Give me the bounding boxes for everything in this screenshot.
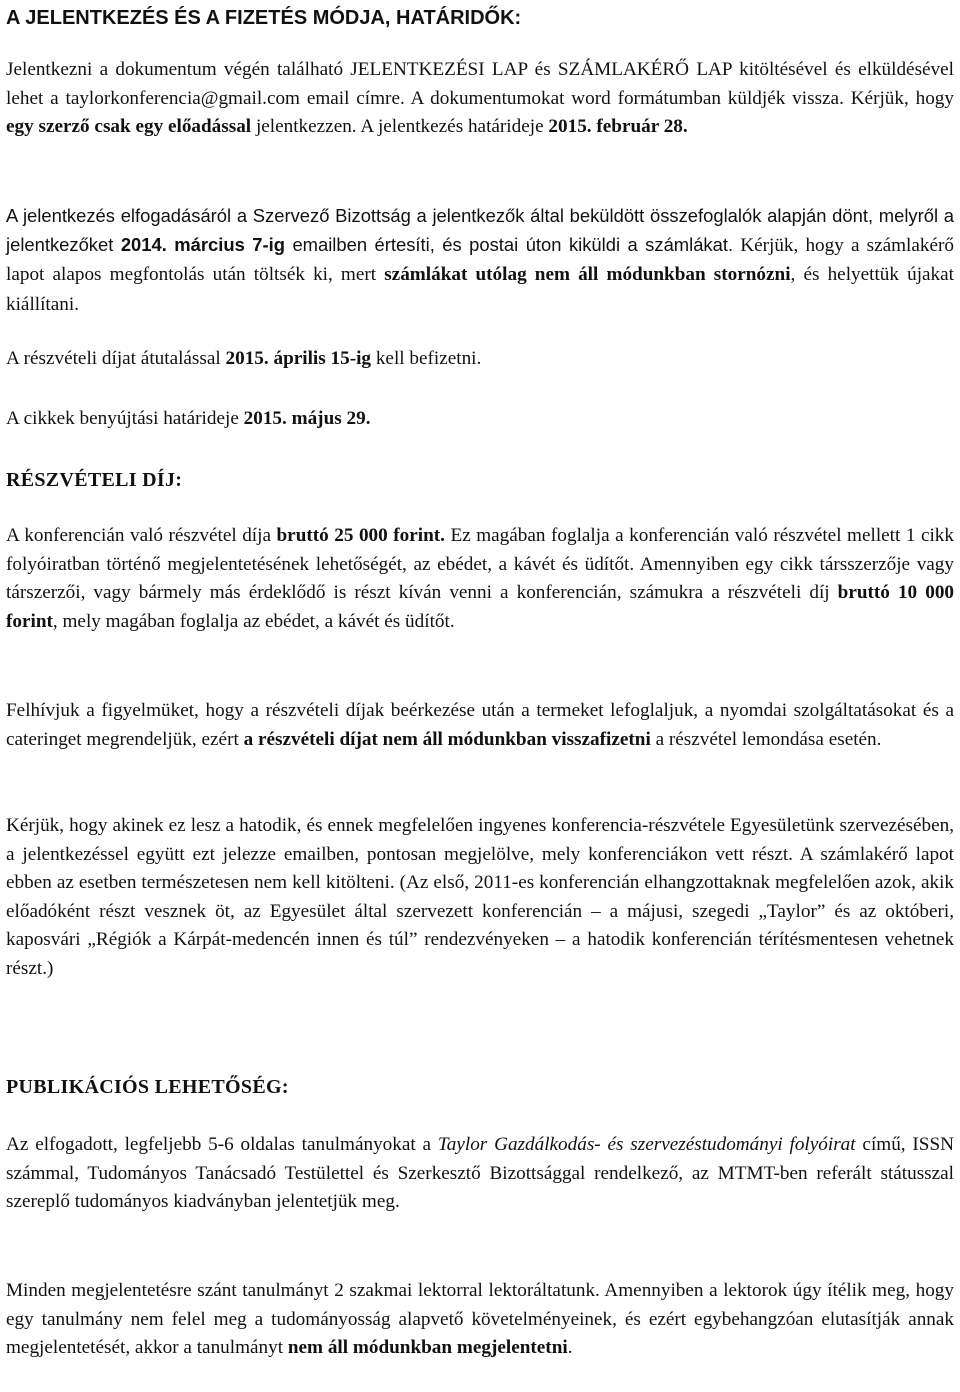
- bold-run: a részvételi díjat nem áll módunkban visszafizetni: [243, 728, 651, 750]
- bold-run: bruttó 25 000 forint.: [276, 525, 445, 546]
- text-run: , mely magában foglalja az ebédet, a kávét és üdítőt.: [52, 610, 455, 632]
- text-run: jelentkezzen. A jelentkezés határideje: [251, 116, 549, 138]
- text-run: A konferencián való részvétel díja: [6, 525, 277, 546]
- text-run: A jelentkezés elfogadásáról a Szervező Bizottság a jelentkezők által beküldött összefoglalók alapján dönt, melyről a jelentkezőket: [6, 205, 954, 255]
- text-run: .: [567, 1337, 573, 1359]
- text-run: Kérjük, hogy akinek ez lesz a hatodik, és ennek megfelelően ingyenes konferencia-részvétele Egyesületünk szervezésében, a jelentkezéssel együtt ezt jelezze emailben, pontosan megjelölve, mely konferenciákon vett részt. A számlakérő lapot ebben az esetben természetesen nem kell kitölteni. (Az első, 2011-es konferencián elhangzottaknak megfelelően azok, akik előadóként részt vesznek öt, az Egyesület által szervezett konferencián – a májusi, szegedi „Taylor” és az októberi, kaposvári „Régiók a Kárpát-medencén innen és túl” rendezvényeken – a hatodik konferencián térítésmentesen vehetnek részt.): [6, 815, 954, 979]
- bold-run: nem áll módunkban megjelentetni: [287, 1337, 568, 1359]
- fee-paragraph-2: [6, 697, 954, 754]
- registration-paragraph-4: [6, 405, 954, 434]
- fee-paragraph-3: [6, 812, 954, 984]
- text-run: a részvétel lemondása esetén.: [650, 728, 882, 750]
- text-run: Kérjük, hogy a számlakérő lapot alapos megfontolás után töltsék ki, mert: [6, 234, 954, 286]
- text-run: Ez magában foglalja a konferencián való részvétel mellett 1 cikk folyóiratban történő megjelentetésének lehetőségét, az ebédet, a kávét és üdítőt. Amennyiben egy cikk társszerzője vagy társzerzői, vagy bármely más érdeklődő is részt kíván venni a konferencián, számukra a részvételi díj: [6, 525, 954, 604]
- publication-paragraph-2: [6, 1277, 954, 1363]
- heading-publication: PUBLIKÁCIÓS LEHETŐSÉG:: [6, 1076, 289, 1098]
- registration-paragraph-1: [6, 56, 954, 142]
- text-run: Jelentkezni a dokumentum végén található JELENTKEZÉSI LAP és SZÁMLAKÉRŐ LAP kitöltésével és elküldésével lehet a taylorkonferencia@gmail.com email címre. A dokumentumokat word formátumban küldjék vissza. Kérjük, hogy: [6, 59, 954, 109]
- bold-run: bruttó 10 000 forint: [6, 582, 955, 632]
- bold-run: egy szerző csak egy előadással: [6, 116, 252, 138]
- text-run: A részvételi díjat átutalással: [6, 348, 226, 369]
- text-run: emailben értesíti, és postai úton kiküldi a számlákat.: [284, 233, 734, 255]
- text-run: Felhívjuk a figyelmüket, hogy a részvételi díjak beérkezése után a termeket lefoglaljuk, a nyomdai szolgáltatásokat és a cateringet megrendeljük, ezért: [6, 700, 954, 750]
- bold-run: 2015. április 15-ig: [225, 348, 372, 369]
- italic-run: Taylor Gazdálkodás- és szervezéstudományi folyóirat: [437, 1134, 856, 1155]
- registration-paragraph-3: [6, 345, 954, 374]
- heading-fee: RÉSZVÉTELI DÍJ:: [6, 469, 183, 491]
- heading-registration: A JELENTKEZÉS ÉS A FIZETÉS MÓDJA, HATÁRIDŐK:: [6, 7, 522, 29]
- text-run: Az elfogadott, legfeljebb 5-6 oldalas tanulmányokat a: [6, 1134, 438, 1155]
- registration-paragraph-2: [6, 202, 954, 319]
- text-run: , és helyettük újakat kiállítani.: [6, 264, 954, 315]
- fee-paragraph-1: [6, 522, 954, 636]
- text-run: című, ISSN számmal, Tudományos Tanácsadó Testülettel és Szerkesztő Bizottsággal rendelkező, az MTMT-ben referált státusszal szereplő tudományos kiadványban jelentetjük meg.: [6, 1134, 954, 1213]
- bold-run: számlákat utólag nem áll módunkban stornózni: [384, 264, 791, 286]
- text-run: Minden megjelentetésre szánt tanulmányt 2 szakmai lektorral lektoráltatunk. Amennyiben a lektorok úgy ítélik meg, hogy egy tanulmány nem felel meg a tudományosság alapvető követelményeinek, és ezért egybehangzóan elutasítják annak megjelentetését, akkor a tanulmányt: [6, 1280, 954, 1359]
- bold-run: 2015. február 28.: [548, 116, 688, 138]
- text-run: kell befizetni.: [371, 348, 482, 369]
- bold-run: 2015. május 29.: [243, 408, 371, 429]
- publication-paragraph-1: [6, 1131, 954, 1217]
- bold-run: 2014. március 7-ig: [120, 233, 285, 255]
- text-run: A cikkek benyújtási határideje: [6, 408, 244, 429]
